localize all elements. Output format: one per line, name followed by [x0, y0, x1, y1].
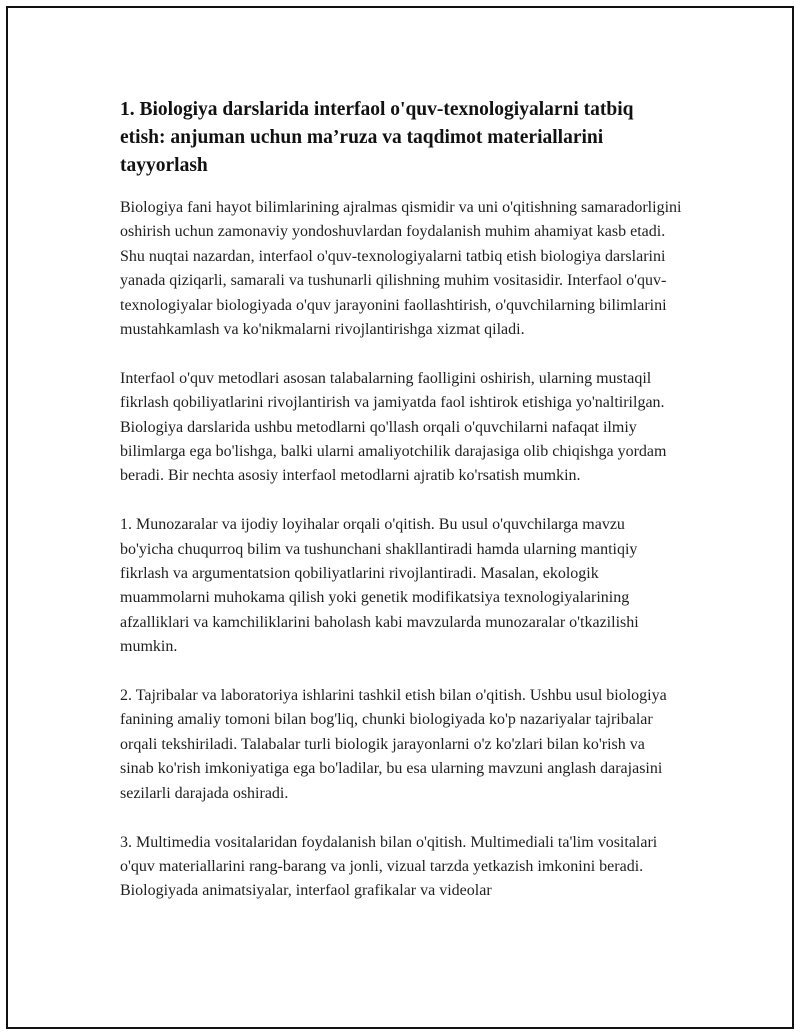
paragraph-intro: Biologiya fani hayot bilimlarining ajralmas qismidir va uni o'qitishning samaradorligini oshirish uchun zamonaviy yondoshuvlardan foydalanish muhim ahamiyat kasb etadi. Shu nuqtai nazardan, interfaol o'quv-texnologiyalarni tatbiq etish biologiya darslarini yanada qiziqarli, samarali va tushunarli qilishning muhim vositasidir. Interfaol o'quv-texnologiyalar biologiyada o'quv jarayonini faollashtirish, o'quvchilarning bilimlarini mustahkamlash va ko'nikmalarni rivojlantirishga xizmat qiladi. — [120, 199, 682, 339]
paragraph-method-experiments: 2. Tajribalar va laboratoriya ishlarini tashkil etish bilan o'qitish. Ushbu usul biologiya fanining amaliy tomoni bilan bog'liq, chunki biologiyada ko'p nazariyalar tajribalar orqali tekshiriladi. Talabalar turli biologik jarayonlarni o'z ko'zlari bilan ko'rish va sinab ko'rish imkoniyatiga ega bo'ladilar, bu esa ularning mavzuni anglash darajasini sezilarli darajada oshiradi. — [120, 687, 667, 802]
paragraph-method-debates: 1. Munozaralar va ijodiy loyihalar orqali o'qitish. Bu usul o'quvchilarga mavzu bo'yicha chuqurroq bilim va tushunchani shakllantiradi hamda ularning mantiqiy fikrlash va argumentatsion qobiliyatlarini rivojlantiradi. Masalan, ekologik muammolarni muhokama qilish yoki genetik modifikatsiya texnologiyalarining afzalliklari va kamchiliklarini baholash kabi mavzularda munozaralar o'tkazilishi mumkin. — [120, 516, 639, 656]
document-title: 1. Biologiya darslarida interfaol o'quv-texnologiyalarni tatbiq etish: anjuman uchun ma’ruza va taqdimot materiallarini tayyorlash — [120, 99, 634, 176]
document-body — [120, 96, 682, 904]
paragraph-interactive-methods: Interfaol o'quv metodlari asosan talabalarning faolligini oshirish, ularning mustaqil fikrlash qobiliyatlarini rivojlantirish va jamiyatda faol ishtirok etishiga yo'naltirilgan. Biologiya darslarida ushbu metodlarni qo'llash orqali o'quvchilarni nafaqat ilmiy bilimlarga ega bo'lishga, balki ularni amaliyotchilik darajasiga olib chiqishga yordam beradi. Bir nechta asosiy interfaol metodlarni ajratib ko'rsatish mumkin. — [120, 369, 667, 485]
page-frame — [6, 6, 794, 1029]
paragraph-method-multimedia: 3. Multimedia vositalaridan foydalanish bilan o'qitish. Multimediali ta'lim vositalari o'quv materiallarini rang-barang va jonli, vizual tarzda yetkazish imkonini beradi. Biologiyada animatsiyalar, interfaol grafikalar va videolar — [120, 833, 658, 900]
